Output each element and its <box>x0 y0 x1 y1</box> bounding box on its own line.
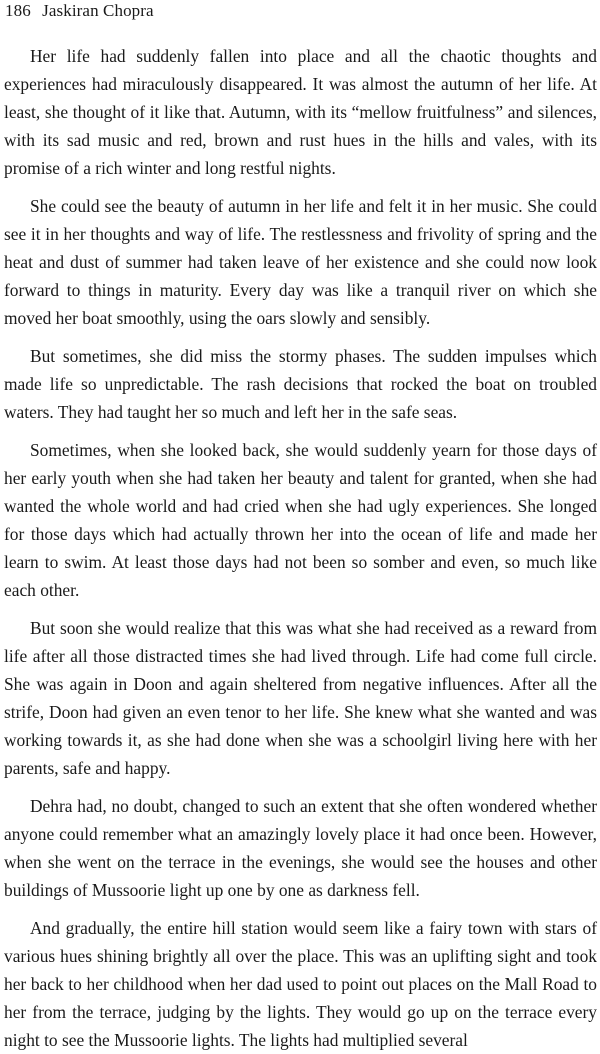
running-head <box>5 0 154 22</box>
paragraph: But soon she would realize that this was what she had received as a reward from life after all those distracted times she had lived through. Life had come full circle. She was again in Doon and again sheltered from negative influences. After all the strife, Doon had given an even tenor to her life. She knew what she wanted and was working towards it, as she had done when she was a schoolgirl living here with her parents, safe and happy. <box>4 618 597 778</box>
page-number: 186 <box>5 1 31 20</box>
paragraph: She could see the beauty of autumn in her life and felt it in her music. She could see it in her thoughts and way of life. The restlessness and frivolity of spring and the heat and dust of summer had taken leave of her existence and she could now look forward to things in maturity. Every day was like a tranquil river on which she moved her boat smoothly, using the oars slowly and sensibly. <box>4 196 597 328</box>
paragraph: Sometimes, when she looked back, she would suddenly yearn for those days of her early youth when she had taken her beauty and talent for granted, when she had wanted the whole world and had cried when she had ugly experiences. She longed for those days which had actually thrown her into the ocean of life and made her learn to swim. At least those days had not been so somber and even, so much like each other. <box>4 440 597 600</box>
paragraph: But sometimes, she did miss the stormy phases. The sudden impulses which made life so unpredictable. The rash decisions that rocked the boat on troubled waters. They had taught her so much and left her in the safe seas. <box>4 346 597 422</box>
paragraph: Dehra had, no doubt, changed to such an extent that she often wondered whether anyone could remember what an amazingly lovely place it had once been. However, when she went on the terrace in the evenings, she would see the houses and other buildings of Mussoorie light up one by one as darkness fell. <box>4 796 597 900</box>
paragraph: And gradually, the entire hill station would seem like a fairy town with stars of various hues shining brightly all over the place. This was an uplifting sight and took her back to her childhood when her dad used to point out places on the Mall Road to her from the terrace, judging by the lights. They would go up on the terrace every night to see the Mussoorie lights. The lights had multiplied several <box>4 918 597 1050</box>
body-text <box>4 42 597 1054</box>
running-head-author: Jaskiran Chopra <box>42 1 154 20</box>
paragraph: Her life had suddenly fallen into place and all the chaotic thoughts and experiences had miraculously disappeared. It was almost the autumn of her life. At least, she thought of it like that. Autumn, with its “mellow fruitfulness” and silences, with its sad music and red, brown and rust hues in the hills and vales, with its promise of a rich winter and long restful nights. <box>4 46 597 178</box>
